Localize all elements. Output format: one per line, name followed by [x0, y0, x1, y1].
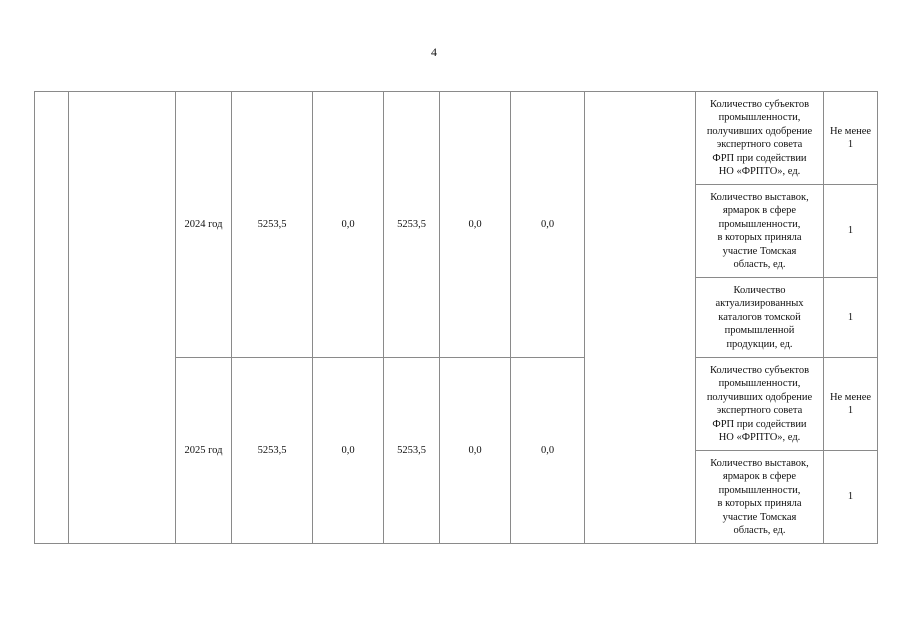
extrabudget-cell: 0,0 — [511, 92, 585, 358]
local-budget-cell: 0,0 — [440, 92, 511, 358]
table-row — [35, 92, 878, 185]
federal-budget-cell: 0,0 — [313, 358, 384, 544]
indicator-name: Количество актуализированных каталогов томской промышленной продукции, ед. — [696, 278, 824, 358]
year-cell: 2025 год — [176, 358, 232, 544]
regional-budget-cell: 5253,5 — [384, 92, 440, 358]
year-cell: 2024 год — [176, 92, 232, 358]
indicator-value: 1 — [824, 451, 878, 544]
number-cell — [35, 92, 69, 544]
indicator-value: Не менее 1 — [824, 358, 878, 451]
indicator-name: Количество субъектов промышленности, получивших одобрение экспертного совета ФРП при содействии НО «ФРПТО», ед. — [696, 358, 824, 451]
extrabudget-cell: 0,0 — [511, 358, 585, 544]
indicator-name: Количество выставок, ярмарок в сфере промышленности, в которых приняла участие Томская область, ед. — [696, 185, 824, 278]
executor-cell — [585, 92, 696, 544]
local-budget-cell: 0,0 — [440, 358, 511, 544]
name-cell — [69, 92, 176, 544]
indicator-value: Не менее 1 — [824, 92, 878, 185]
indicator-value: 1 — [824, 278, 878, 358]
regional-budget-cell: 5253,5 — [384, 358, 440, 544]
federal-budget-cell: 0,0 — [313, 92, 384, 358]
indicator-name: Количество выставок, ярмарок в сфере промышленности, в которых приняла участие Томская область, ед. — [696, 451, 824, 544]
total-cell: 5253,5 — [232, 92, 313, 358]
program-table — [34, 91, 878, 544]
indicator-name: Количество субъектов промышленности, получивших одобрение экспертного совета ФРП при содействии НО «ФРПТО», ед. — [696, 92, 824, 185]
total-cell: 5253,5 — [232, 358, 313, 544]
page-number: 4 — [431, 45, 437, 59]
indicator-value: 1 — [824, 185, 878, 278]
